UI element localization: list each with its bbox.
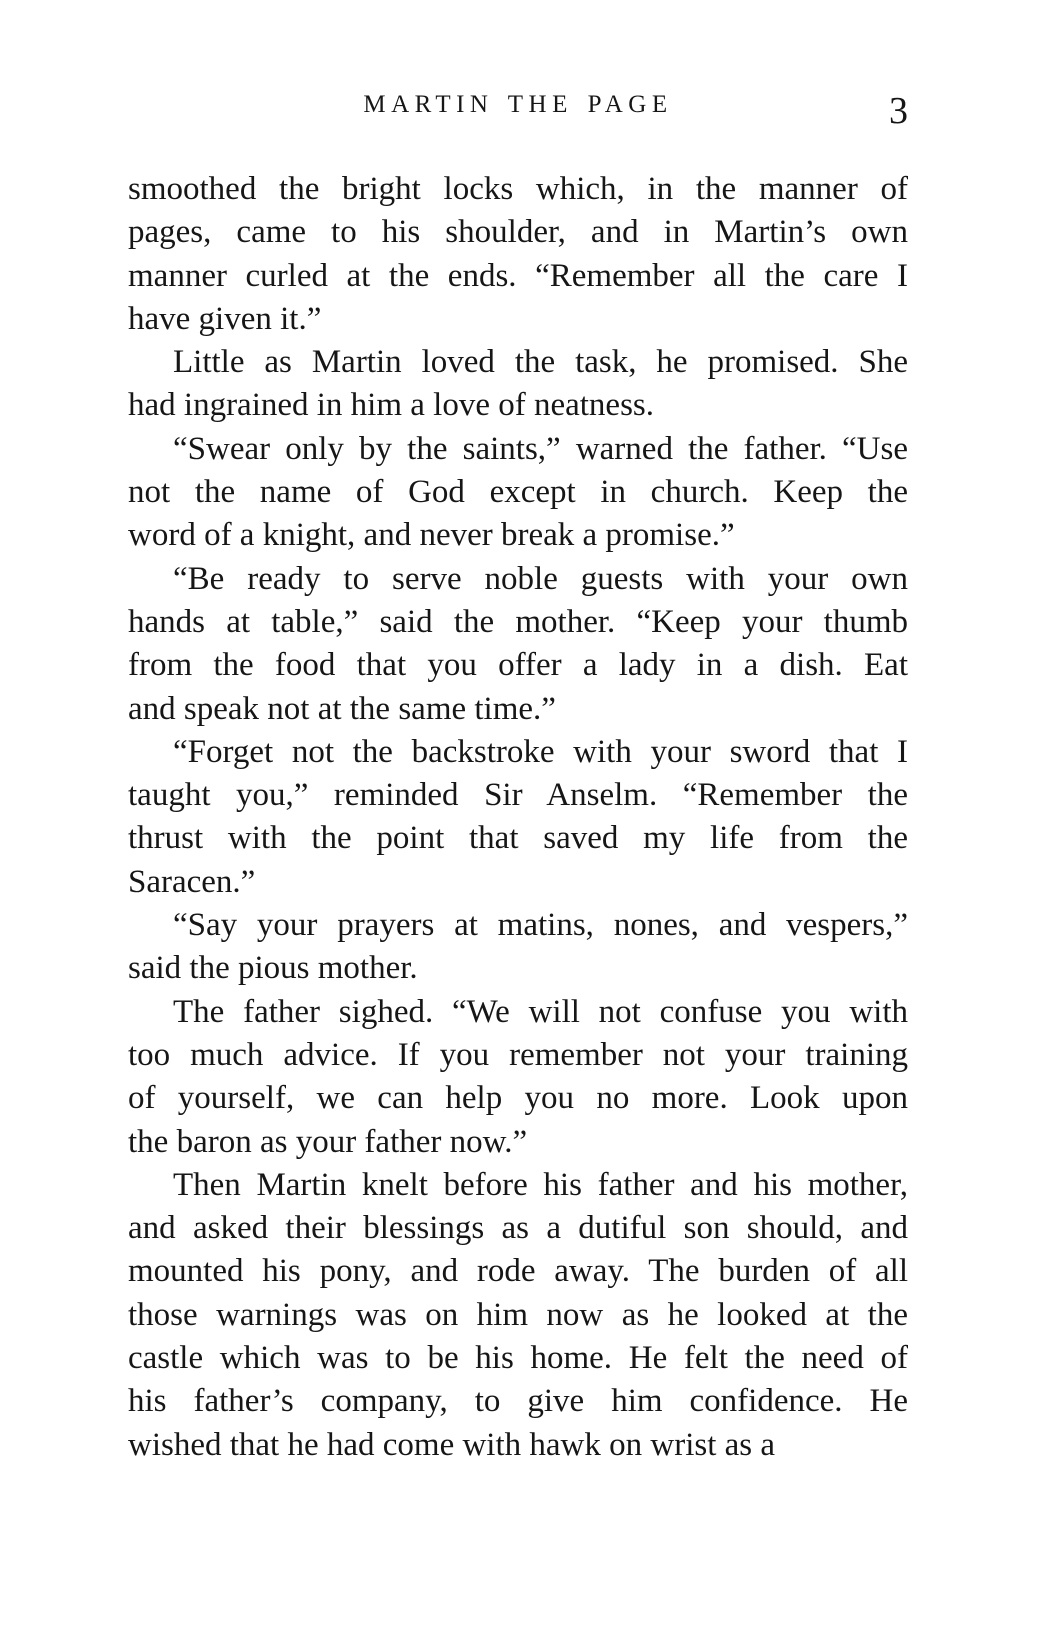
text-line: those warnings was on him now as he looked at the [128,1296,908,1333]
text-line: thrust with the point that saved my life from the [128,820,908,857]
text-line: castle which was to be his home. He felt the need of [128,1340,908,1377]
page-header [128,0,908,132]
text-line: “Swear only by the saints,” warned the father. “Use [173,430,908,467]
body-text [128,168,908,1467]
text-line: his father’s company, to give him confidence. He [128,1383,908,1420]
text-line: too much advice. If you remember not your training [128,1036,908,1073]
text-line: “Forget not the backstroke with your sword that I [173,733,908,770]
text-line: from the food that you offer a lady in a dish. Eat [128,647,908,684]
text-line: smoothed the bright locks which, in the manner of [128,171,908,207]
text-line: “Say your prayers at matins, nones, and vespers,” [173,907,908,944]
text-line: manner curled at the ends. “Remember all the care I [128,257,908,294]
text-line: hands at table,” said the mother. “Keep your thumb [128,603,908,640]
text-line: “Be ready to serve noble guests with your own [173,560,908,597]
text-line: taught you,” reminded Sir Anselm. “Remember the [128,777,908,814]
text-line: Then Martin knelt before his father and his mother, [173,1166,908,1203]
text-line: Saracen.” [128,863,256,900]
text-line: The father sighed. “We will not confuse you with [173,993,908,1030]
text-line: had ingrained in him a love of neatness. [128,387,655,424]
text-line: said the pious mother. [128,950,418,987]
text-line: have given it.” [128,300,322,337]
page-number: 3 [889,90,908,132]
text-line: Little as Martin loved the task, he promised. She [173,344,908,381]
text-line: mounted his pony, and rode away. The burden of all [128,1253,908,1290]
text-line: word of a knight, and never break a promise.” [128,517,735,554]
text-line: and speak not at the same time.” [128,690,556,727]
text-line: wished that he had come with hawk on wrist as a [128,1426,776,1463]
text-line: the baron as your father now.” [128,1123,528,1160]
text-line: not the name of God except in church. Keep the [128,474,908,511]
text-line: of yourself, we can help you no more. Look upon [128,1080,908,1117]
text-line: and asked their blessings as a dutiful son should, and [128,1210,908,1247]
text-line: pages, came to his shoulder, and in Martin’s own [128,214,908,251]
running-header: MARTIN THE PAGE [363,91,673,118]
